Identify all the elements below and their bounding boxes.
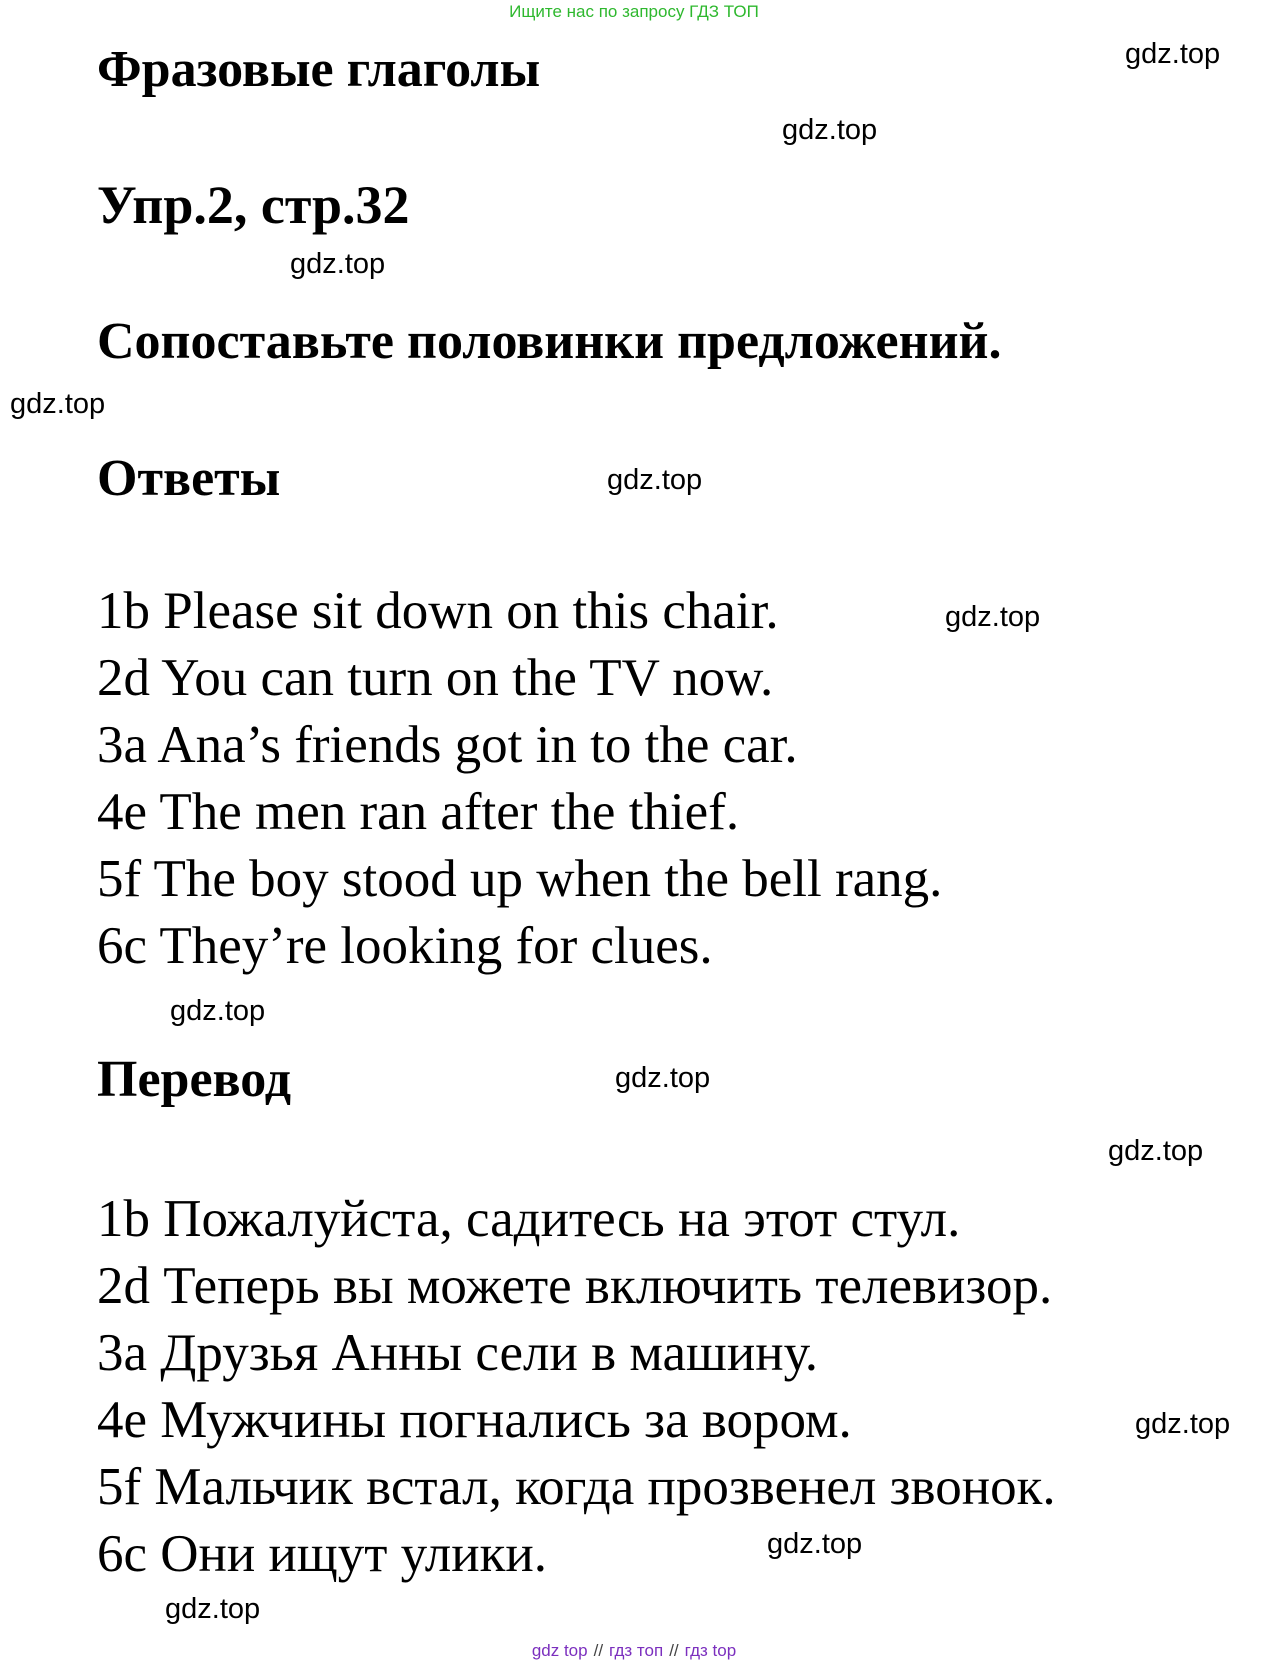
watermark: gdz.top [767,1528,863,1560]
page-title: Фразовые глаголы [97,41,541,98]
translation-line: 4e Мужчины погнались за вором. [97,1391,852,1449]
watermark: gdz.top [945,601,1041,633]
bottom-banner-separator: // [593,1641,604,1660]
translation-line: 6c Они ищут улики. [97,1525,547,1583]
task-instruction: Сопоставьте половинки предложений. [97,313,1002,370]
watermark: gdz.top [165,1593,261,1625]
translation-line: 5f Мальчик встал, когда прозвенел звонок. [97,1458,1056,1516]
watermark: gdz.top [10,388,106,420]
translation-list [97,1186,1056,1588]
watermark: gdz.top [615,1062,711,1094]
bottom-banner-part: gdz top [531,1641,588,1660]
answer-line: 4e The men ran after the thief. [97,783,740,841]
top-banner: Ищите нас по запросу ГДЗ ТОП [509,2,759,21]
bottom-banner-separator: // [669,1641,679,1660]
answer-line: 6c They’re looking for clues. [97,917,713,975]
translation-line: 3a Друзья Анны сели в машину. [97,1324,819,1382]
translation-line: 2d Теперь вы можете включить телевизор. [97,1257,1053,1315]
answer-line: 5f The boy stood up when the bell rang. [97,850,943,908]
watermark: gdz.top [1135,1408,1231,1440]
exercise-reference: Упр.2, стр.32 [97,175,410,235]
watermark: gdz.top [1125,38,1221,70]
watermark: gdz.top [607,464,703,496]
answers-list [97,578,942,980]
answers-heading: Ответы [97,450,281,507]
translation-line: 1b Пожалуйста, садитесь на этот стул. [97,1190,961,1248]
bottom-banner-part: гдз топ [609,1641,664,1660]
watermark: gdz.top [782,114,878,146]
answer-line: 1b Please sit down on this chair. [97,582,779,640]
watermark: gdz.top [1108,1135,1204,1167]
watermark: gdz.top [290,248,386,280]
bottom-banner [0,1641,1268,1661]
watermark: gdz.top [170,995,266,1027]
answer-line: 3a Ana’s friends got in to the car. [97,716,798,774]
translation-heading: Перевод [97,1051,292,1108]
answer-line: 2d You can turn on the TV now. [97,649,774,707]
bottom-banner-part: гдз top [684,1641,737,1660]
